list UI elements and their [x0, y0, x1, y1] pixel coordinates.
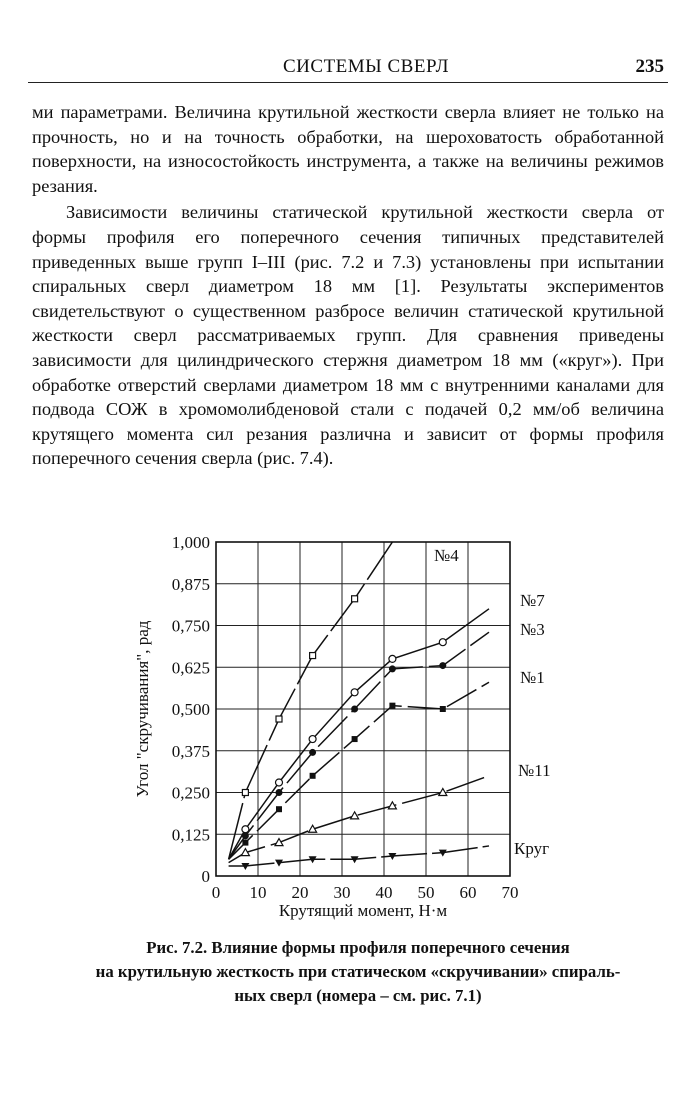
caption-line: на крутильную жесткость при статическом «скручивании» спираль- — [95, 962, 621, 981]
data-point — [275, 860, 283, 867]
x-tick-label: 60 — [459, 883, 477, 902]
x-tick-label: 50 — [417, 883, 435, 902]
data-point — [352, 736, 358, 742]
series-label: Круг — [514, 839, 550, 858]
caption-line: ных сверл (номера – см. рис. 7.1) — [234, 986, 482, 1005]
y-tick-label: 0,625 — [171, 658, 210, 678]
x-axis-label: Крутящий момент, Н·м — [278, 901, 448, 920]
series-line — [229, 609, 489, 860]
y-axis-label: Угол "скручивания", рад — [133, 620, 152, 798]
y-tick-label: 0,375 — [171, 741, 210, 761]
data-point — [310, 653, 316, 659]
data-point — [351, 689, 358, 696]
series-label: №11 — [518, 761, 551, 780]
data-point — [389, 665, 396, 672]
x-tick-label: 70 — [501, 883, 519, 902]
data-point — [276, 789, 283, 796]
figure-chart — [128, 532, 588, 932]
page-number: 235 — [635, 56, 664, 77]
series-label: №7 — [520, 591, 545, 610]
series-line — [229, 846, 489, 866]
data-point — [389, 703, 395, 709]
data-point — [309, 749, 316, 756]
figure-caption — [48, 936, 668, 1008]
series-line — [229, 632, 489, 859]
series-label: №1 — [520, 668, 545, 687]
data-point — [389, 655, 396, 662]
data-point — [440, 706, 446, 712]
y-tick-label: 0 — [201, 867, 210, 886]
y-tick-label: 0,750 — [171, 616, 210, 636]
data-point — [439, 639, 446, 646]
caption-line: Рис. 7.2. Влияние формы профиля поперечного сечения — [146, 938, 570, 957]
page-header — [28, 50, 668, 80]
data-point — [309, 736, 316, 743]
body-text — [32, 100, 664, 471]
y-tick-label: 1,000 — [171, 533, 210, 552]
x-tick-label: 40 — [375, 883, 393, 902]
data-point — [276, 779, 283, 786]
paragraph: ми параметрами. Величина крутильной жесткости сверла влияет не только на прочность, но и на точность обработки, на шероховатость обработанной поверхности, на износостойкость инструмента, а также на величины режимов резания. — [32, 102, 664, 196]
data-point — [242, 832, 249, 839]
y-tick-label: 0,125 — [171, 825, 210, 845]
y-tick-label: 0,500 — [171, 700, 210, 719]
data-point — [276, 716, 282, 722]
paragraph: Зависимости величины статической крутильной жесткости сверла от формы профиля его поперечного сечения типичных представителей приведенных выше групп I–III (рис. 7.2 и 7.3) установлены при испытании спиральных сверл диаметром 18 мм [1]. Результаты экспериментов свидетельствуют о существенном разбросе величин статической крутильной жесткости сверл рассматриваемых групп. Для сравнения приведены зависимости для цилиндрического стержня диаметром 18 мм («круг»). При обработке отверстий сверлами диаметром 18 мм с внутренними каналами для подвода СОЖ в хромомолибденовой стали с подачей 0,2 мм/об величина крутящего момента сил резания различна и зависит от формы профиля поперечного сечения сверла (рис. 7.4). — [32, 202, 664, 469]
data-point — [439, 662, 446, 669]
series-label: №3 — [520, 620, 545, 639]
x-tick-label: 30 — [333, 883, 351, 902]
data-point — [276, 806, 282, 812]
y-tick-label: 0,250 — [171, 783, 210, 803]
running-title: СИСТЕМЫ СВЕРЛ — [283, 56, 449, 77]
data-point — [310, 773, 316, 779]
data-point — [242, 840, 248, 846]
y-tick-label: 0,875 — [171, 574, 210, 594]
header-rule — [28, 82, 668, 83]
data-point — [242, 790, 248, 796]
data-point — [351, 706, 358, 713]
x-tick-label: 0 — [211, 883, 221, 902]
chart-svg — [128, 532, 588, 932]
data-point — [352, 596, 358, 602]
series-label: №4 — [434, 546, 459, 565]
x-tick-label: 10 — [249, 883, 267, 902]
data-point — [351, 812, 359, 819]
x-tick-label: 20 — [291, 883, 309, 902]
